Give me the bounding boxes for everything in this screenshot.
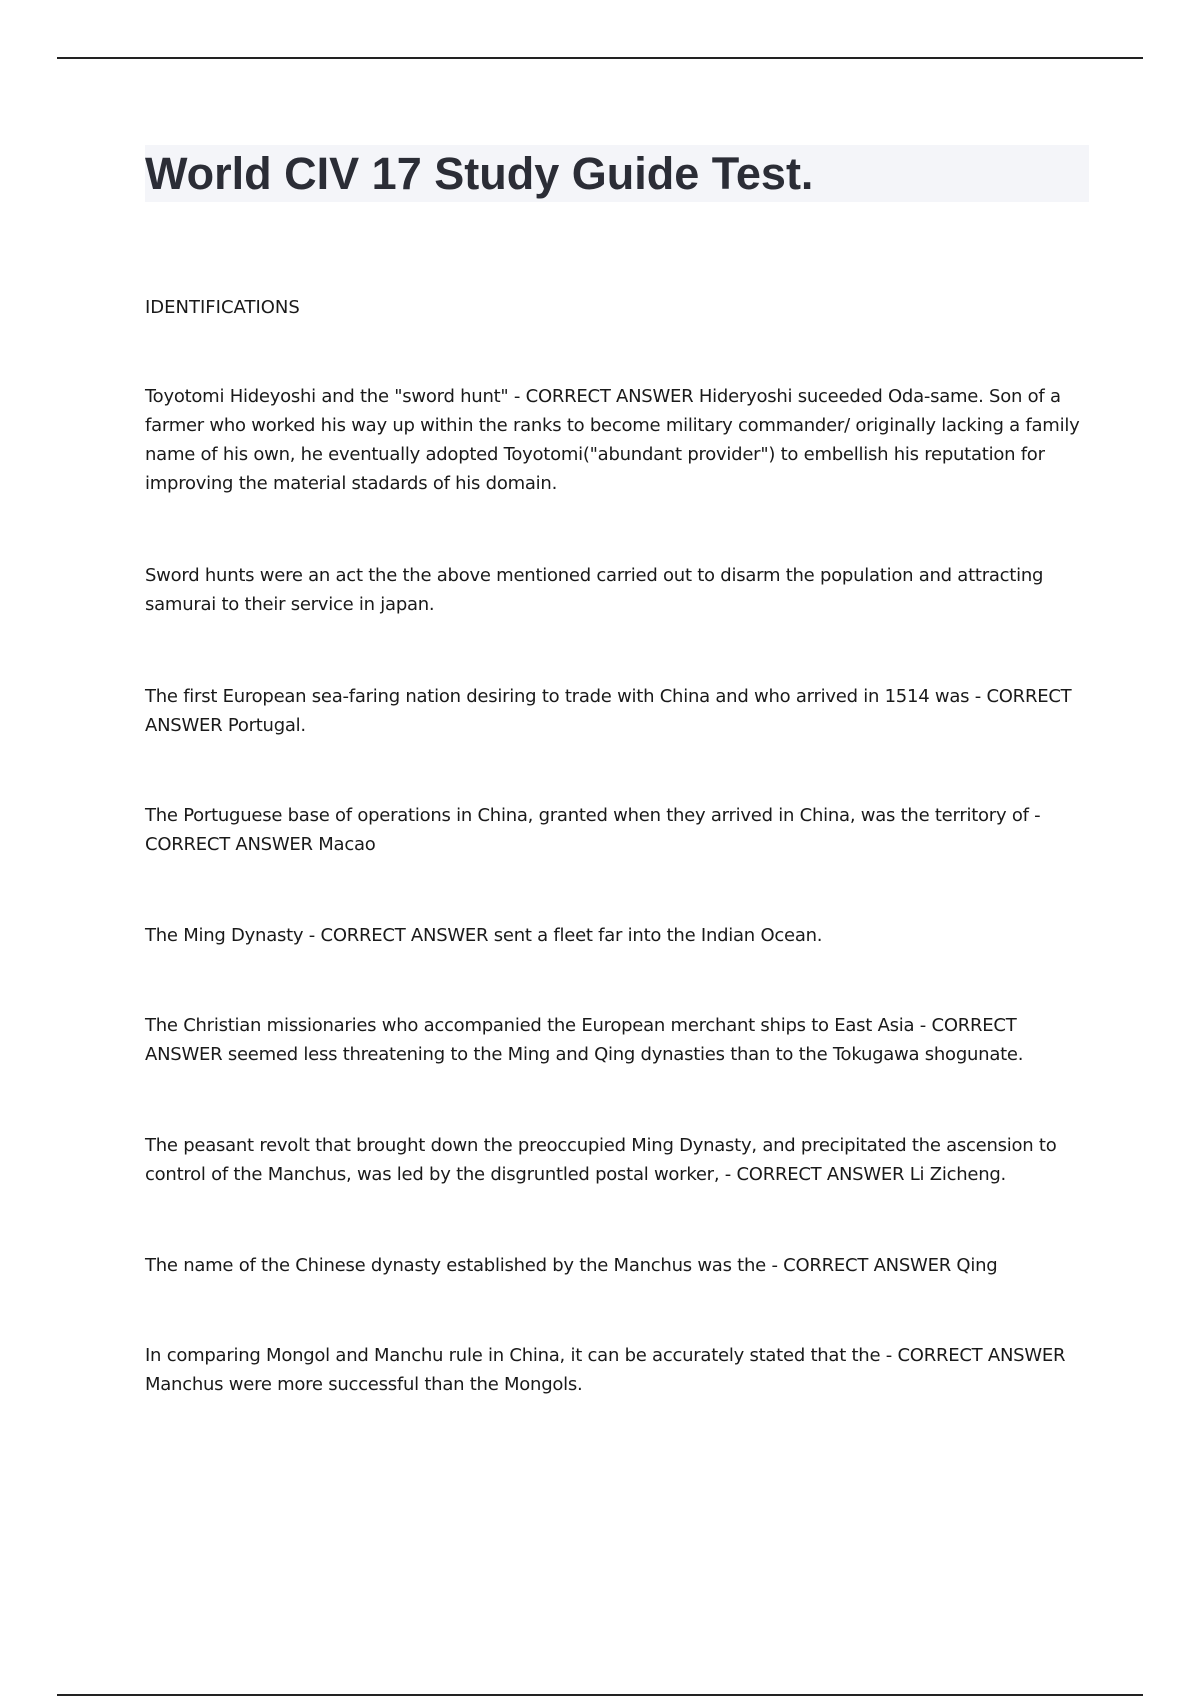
- top-rule: [57, 57, 1143, 59]
- entry-qing: The name of the Chinese dynasty established by the Manchus was the - CORRECT ANSWER Qing: [145, 1255, 998, 1276]
- page-content: [145, 145, 1089, 1395]
- entry-ming-dynasty: The Ming Dynasty - CORRECT ANSWER sent a fleet far into the Indian Ocean.: [145, 925, 823, 946]
- title-band: [145, 145, 1089, 202]
- page-title: World CIV 17 Study Guide Test.: [145, 148, 814, 199]
- bottom-rule: [57, 1694, 1143, 1696]
- section-heading: IDENTIFICATIONS: [145, 297, 300, 318]
- entry-sword-hunts: Sword hunts were an act the the above mentioned carried out to disarm the population and attracting samurai to their service in japan.: [145, 565, 1044, 615]
- entry-peasant-revolt: The peasant revolt that brought down the preoccupied Ming Dynasty, and precipitated the ascension to control of the Manchus, was led by the disgruntled postal worker, - CORRECT ANSWER Li Zicheng.: [145, 1135, 1057, 1185]
- entry-missionaries: The Christian missionaries who accompanied the European merchant ships to East Asia - CORRECT ANSWER seemed less threatening to the Ming and Qing dynasties than to the Tokugawa shogunate.: [145, 1015, 1024, 1065]
- entry-macao: The Portuguese base of operations in China, granted when they arrived in China, was the territory of - CORRECT ANSWER Macao: [145, 805, 1041, 855]
- entry-mongol-manchu: In comparing Mongol and Manchu rule in China, it can be accurately stated that the - CORRECT ANSWER Manchus were more successful than the Mongols.: [145, 1345, 1066, 1395]
- entry-portugal: The first European sea-faring nation desiring to trade with China and who arrived in 1514 was - CORRECT ANSWER Portugal.: [145, 686, 1072, 736]
- entry-hideyoshi: Toyotomi Hideyoshi and the "sword hunt" - CORRECT ANSWER Hideryoshi suceeded Oda-same. Son of a farmer who worked his way up within the ranks to become military commander/ originally lacking a family name of his own, he eventually adopted Toyotomi("abundant provider") to embellish his reputation for improving the material stadards of his domain.: [145, 386, 1080, 494]
